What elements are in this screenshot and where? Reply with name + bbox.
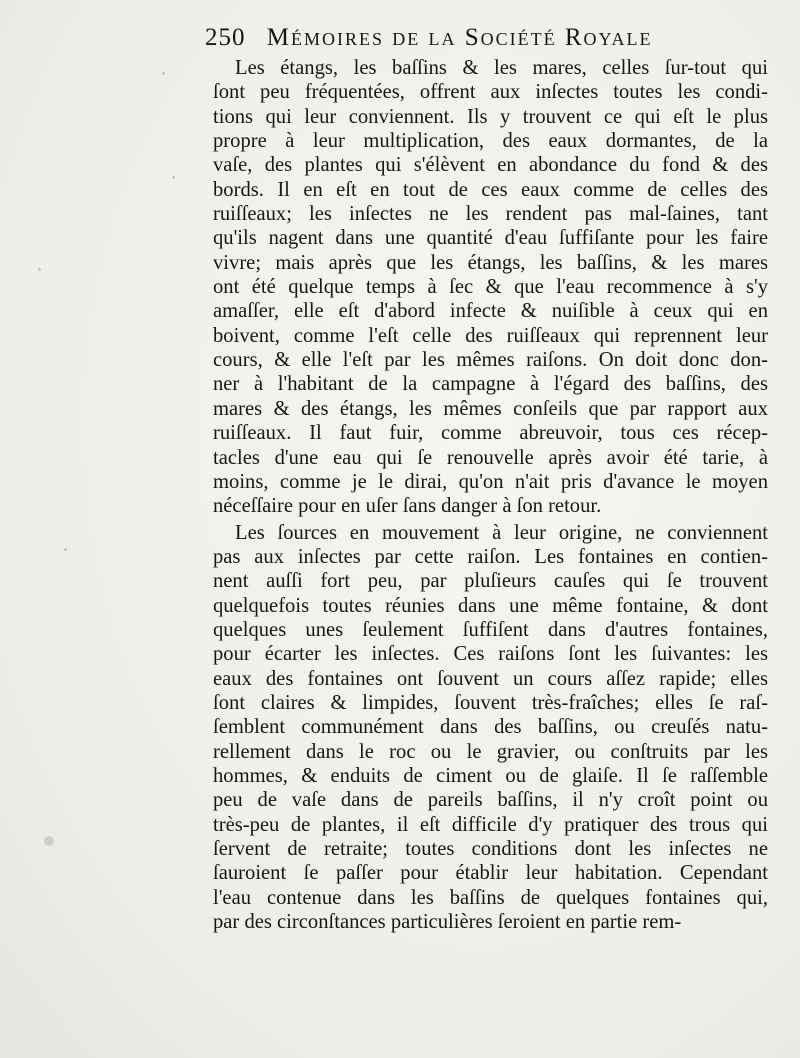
text-line: eaux des fontaines ont ſouvent un cours aſſez rapide; elles <box>213 667 768 690</box>
page-number: 250 <box>205 24 246 51</box>
text-line: cours, & elle l'eſt par les mêmes raiſons. On doit donc don- <box>213 349 768 372</box>
text-line: rellement dans le roc ou le gravier, ou conſtruits par les <box>213 740 768 763</box>
text-line: mares & des étangs, les mêmes conſeils que par rapport aux <box>213 397 768 420</box>
text-line: ner à l'habitant de la campagne à l'égard des baſſins, des <box>213 373 768 396</box>
text-line: propre à leur multiplication, des eaux dormantes, de la <box>213 130 768 153</box>
text-line: tions qui leur conviennent. Ils y trouvent ce qui eſt le plus <box>213 105 768 128</box>
text-line: Les étangs, les baſſins & les mares, celles ſur-tout qui <box>235 57 768 79</box>
running-title: Mémoires de la Société Royale <box>266 24 653 51</box>
text-line: peu de vaſe dans de pareils baſſins, il n'y croît point ou <box>213 789 768 812</box>
text-line: l'eau contenue dans les baſſins de quelques fontaines qui, <box>213 886 768 909</box>
text-line: boivent, comme l'eſt celle des ruiſſeaux qui reprennent leur <box>213 324 768 347</box>
text-line: bords. Il en eſt en tout de ces eaux comme de celles des <box>213 178 768 201</box>
text-line: nent auſſi fort peu, par pluſieurs cauſes qui ſe trouvent <box>213 570 768 593</box>
text-line: ruiſſeaux; les inſectes ne les rendent pas mal-ſaines, tant <box>213 203 768 226</box>
text-line: vivre; mais après que les étangs, les baſſins, & les mares <box>213 251 768 274</box>
text-line: tacles d'une eau qui ſe renouvelle après avoir été tarie, à <box>213 446 768 469</box>
text-line: hommes, & enduits de ciment ou de glaiſe. Il ſe raſſemble <box>213 764 768 787</box>
text-line: néceſſaire pour en uſer ſans danger à ſon retour. <box>213 495 602 518</box>
text-line: quelquefois toutes réunies dans une même fontaine, & dont <box>213 594 768 617</box>
text-line: par des circonſtances particulières ſeroient en partie rem- <box>213 911 682 934</box>
text-line: qu'ils nagent dans une quantité d'eau ſuffiſante pour les faire <box>213 227 768 250</box>
text-line: ſont claires & limpides, ſouvent très-fraîches; elles ſe raſ- <box>213 691 768 714</box>
text-line: ruiſſeaux. Il faut fuir, comme abreuvoir, tous ces récep- <box>213 422 768 445</box>
text-line: ſervent de retraite; toutes conditions dont les inſectes ne <box>213 838 768 860</box>
text-line: ſemblent communément dans des baſſins, ou creuſés natu- <box>213 716 768 739</box>
text-line: ſauroient ſe paſſer pour établir leur habitation. Cependant <box>213 862 768 885</box>
text-line: pour écarter les inſectes. Ces raiſons ſont les ſuivantes: les <box>213 643 768 666</box>
running-header <box>205 24 725 52</box>
text-line: amaſſer, elle eſt d'abord infecte & nuiſible à ceux qui en <box>213 300 768 323</box>
paragraph <box>213 56 768 519</box>
text-line: très-peu de plantes, il eſt difficile d'y pratiquer des trous qui <box>213 813 768 836</box>
paragraph <box>213 521 768 935</box>
text-line: Les ſources en mouvement à leur origine, ne conviennent <box>235 521 768 544</box>
body-text <box>213 56 768 934</box>
text-line: pas aux inſectes par cette raiſon. Les fontaines en contien- <box>213 545 768 568</box>
text-line: ont été quelque temps à ſec & que l'eau recommence à s'y <box>213 276 768 299</box>
text-line: moins, comme je le dirai, qu'on n'ait pris d'avance le moyen <box>213 470 768 493</box>
text-line: quelques unes ſeulement ſuffiſent dans d'autres fontaines, <box>213 618 768 641</box>
text-line: ſont peu fréquentées, offrent aux inſectes toutes les condi- <box>213 81 768 104</box>
text-line: vaſe, des plantes qui s'élèvent en abondance du fond & des <box>213 154 768 177</box>
